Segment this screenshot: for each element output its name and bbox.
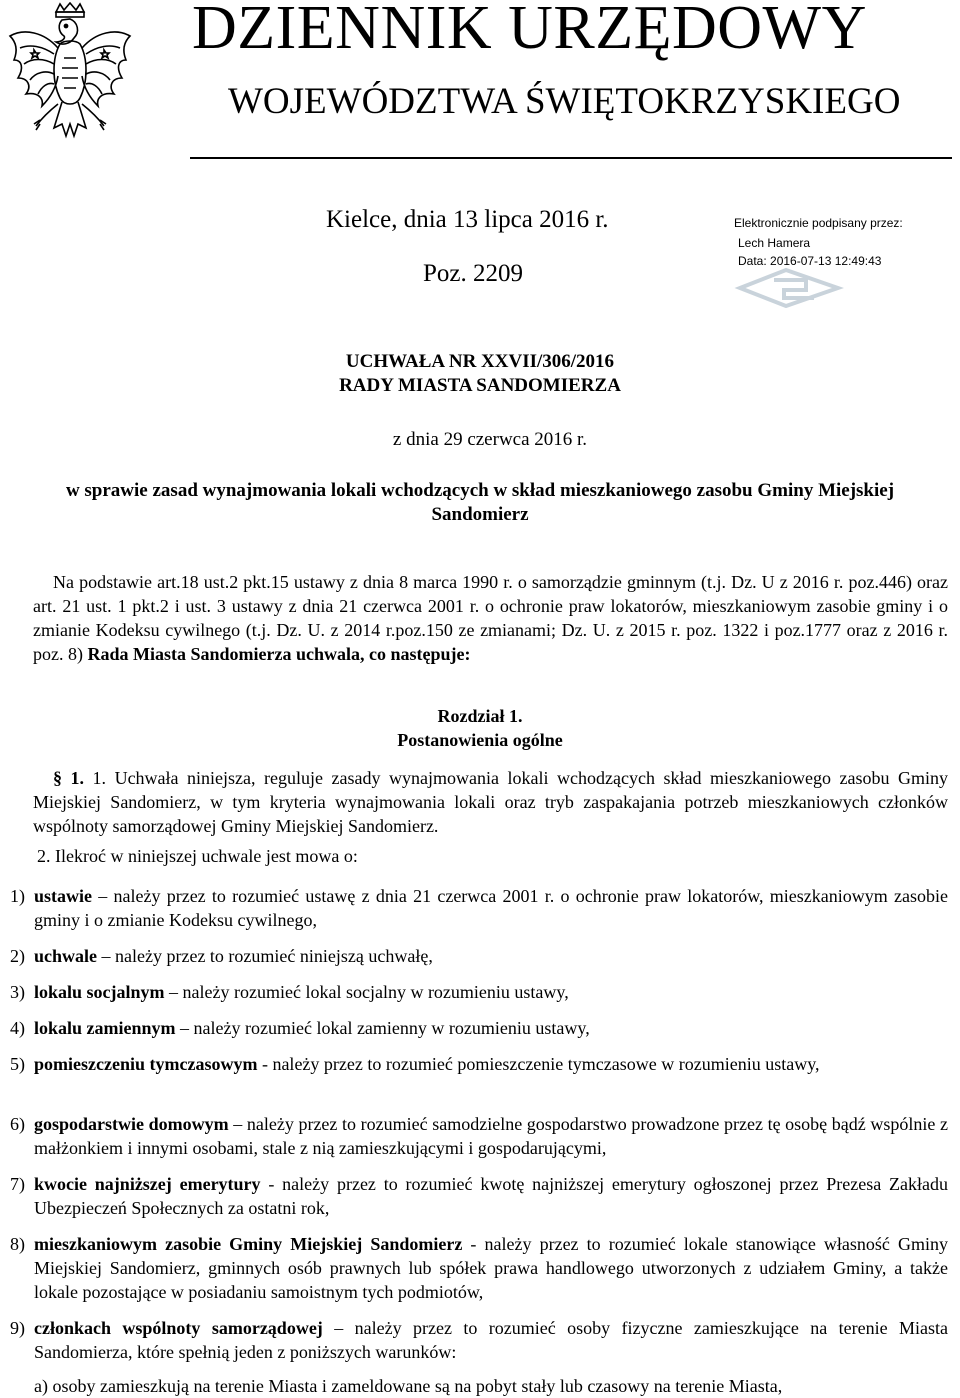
section-1-paragraph-1	[33, 766, 948, 838]
definition-body: - należy przez to rozumieć lokale stanowiące własność Gminy Miejskiej Sandomierz, gminnych osób prawnych lub spółek prawa handlowego utworzonych z udziałem Gminy, a także lokale pozostające w posiadaniu samoistnym tych podmiotów,	[34, 1234, 948, 1302]
definition-term: pomieszczeniu tymczasowym	[34, 1054, 258, 1074]
definition-number: 5)	[10, 1054, 25, 1074]
subitem-text: a) osoby zamieszkują na terenie Miasta i zameldowane są na pobyt stały lub czasowy na terenie Miasta,	[34, 1376, 783, 1396]
section-marker: § 1.	[53, 768, 85, 788]
definition-item	[10, 1016, 948, 1040]
definition-number: 1)	[10, 886, 25, 906]
definition-number: 7)	[10, 1174, 25, 1194]
chapter-heading	[0, 704, 960, 752]
definition-term: lokalu socjalnym	[34, 982, 165, 1002]
chapter-number: Rozdział 1.	[437, 706, 523, 726]
definition-body: - należy przez to rozumieć kwotę najniższej emerytury ogłoszonej przez Prezesa Zakładu Ubezpieczeń Społecznych za ostatni rok,	[34, 1174, 949, 1218]
preamble-enactment: Rada Miasta Sandomierza uchwala, co następuje:	[87, 644, 471, 664]
definition-text	[34, 1316, 948, 1364]
definition-subitem	[10, 1374, 948, 1398]
definition-body: – należy rozumieć lokal socjalny w rozumieniu ustawy,	[164, 982, 569, 1002]
signature-date: Data: 2016-07-13 12:49:43	[738, 254, 882, 268]
resolution-title	[0, 350, 960, 398]
section-1-paragraph-2: 2. Ilekroć w niniejszej uchwale jest mowa o:	[37, 846, 358, 866]
definition-body: - należy przez to rozumieć pomieszczenie tymczasowe w rozumieniu ustawy,	[257, 1054, 820, 1074]
signature-label: Elektronicznie podpisany przez:	[734, 216, 903, 230]
definition-item	[10, 1316, 948, 1364]
definition-item	[10, 980, 948, 1004]
definition-term: uchwale	[34, 946, 97, 966]
journal-subtitle: WOJEWÓDZTWA ŚWIĘTOKRZYSKIEGO	[228, 81, 901, 122]
signature-signer: Lech Hamera	[738, 236, 811, 250]
definition-body: – należy rozumieć lokal zamienny w rozumieniu ustawy,	[175, 1018, 590, 1038]
definition-number: 4)	[10, 1018, 25, 1038]
definition-term: mieszkaniowym zasobie Gminy Miejskiej Sandomierz	[34, 1234, 463, 1254]
definition-term: lokalu zamiennym	[34, 1018, 176, 1038]
definition-body: – należy przez to rozumieć samodzielne gospodarstwo prowadzone przez tę osobę bądź wspólnie z małżonkiem i innymi osobami, stale z nią zamieszkującymi i gospodarującymi,	[34, 1114, 948, 1158]
resolution-subject: w sprawie zasad wynajmowania lokali wchodzących w skład mieszkaniowego zasobu Gminy Miejskiej Sandomierz	[65, 480, 895, 525]
definition-number: 9)	[10, 1318, 25, 1338]
journal-title: DZIENNIK URZĘDOWY	[192, 0, 867, 62]
definition-item	[10, 884, 948, 932]
definition-term: członkach wspólnoty samorządowej	[34, 1318, 323, 1338]
definition-text	[34, 1232, 948, 1304]
electronic-signature	[732, 214, 952, 314]
signature-seal-icon	[734, 266, 844, 308]
section-1-text: 1. Uchwała niniejsza, reguluje zasady wynajmowania lokali wchodzących skład mieszkaniowego zasobu Gminy Miejskiej Sandomierz, w tym kryteria wynajmowania lokali oraz tryb zaspakajania potrzeb mieszkaniowych członków wspólnoty samorządowej Gminy Miejskiej Sandomierz.	[33, 768, 949, 836]
preamble-text: Na podstawie art.18 ust.2 pkt.15 ustawy z dnia 8 marca 1990 r. o samorządzie gminnym (t.j. Dz. U z 2016 r. poz.446) oraz art. 21 ust. 1 pkt.2 i ust. 3 ustawy z dnia 21 czerwca 2001 r. o ochronie praw lokatorów, mieszkaniowym zasobie gminy i o zmianie Kodeksu cywilnego (t.j. Dz. U. z 2014 r.poz.150 ze zmianami; Dz. U. z 2015 r. poz. 1322 i poz.1777 oraz z 2016 r. poz. 8)	[33, 572, 948, 664]
definition-text	[34, 1112, 948, 1160]
definition-text	[34, 980, 948, 1004]
header-divider	[190, 157, 952, 159]
definition-number: 3)	[10, 982, 25, 1002]
definition-body: – należy przez to rozumieć osoby fizyczne zamieszkujące na terenie Miasta Sandomierza, które spełnią jeden z poniższych warunków:	[34, 1318, 948, 1362]
definition-item	[10, 1232, 948, 1304]
definition-item	[10, 1052, 948, 1076]
resolution-date: z dnia 29 czerwca 2016 r.	[392, 429, 588, 450]
definition-item	[10, 1112, 948, 1160]
definition-term: gospodarstwie domowym	[34, 1114, 229, 1134]
preamble	[33, 570, 948, 666]
position-number: Poz. 2209	[423, 260, 523, 287]
definition-body: – należy przez to rozumieć niniejszą uchwałę,	[97, 946, 433, 966]
definition-body: – należy przez to rozumieć ustawę z dnia 21 czerwca 2001 r. o ochronie praw lokatorów, mieszkaniowym zasobie gminy i o zmianie Kodeksu cywilnego,	[34, 886, 948, 930]
resolution-number: UCHWAŁA NR XXVII/306/2016	[345, 351, 615, 372]
eagle-emblem-icon	[4, 2, 136, 162]
chapter-title: Postanowienia ogólne	[397, 730, 563, 750]
definition-number: 6)	[10, 1114, 25, 1134]
definition-text	[34, 1052, 948, 1076]
definition-text	[34, 1016, 948, 1040]
publication-date: Kielce, dnia 13 lipca 2016 r.	[326, 206, 609, 233]
definition-text	[34, 884, 948, 932]
definition-item	[10, 944, 948, 968]
definition-text	[34, 1172, 948, 1220]
definition-term: kwocie najniższej emerytury	[34, 1174, 261, 1194]
definition-number: 8)	[10, 1234, 25, 1254]
definition-term: ustawie	[34, 886, 92, 906]
resolution-issuer: RADY MIASTA SANDOMIERZA	[339, 375, 621, 396]
definition-text	[34, 944, 948, 968]
definition-number: 2)	[10, 946, 25, 966]
definition-item	[10, 1172, 948, 1220]
